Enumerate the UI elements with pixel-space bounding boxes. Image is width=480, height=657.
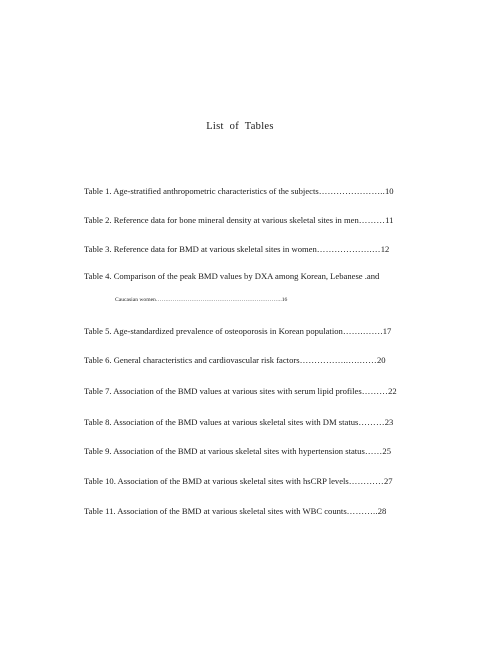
toc-entry-table-8	[84, 417, 402, 428]
entry-text: Table 6. General characteristics and cardiovascular risk factors	[84, 355, 300, 365]
page-number: 28	[377, 506, 387, 516]
leader-dots: ………	[358, 215, 386, 225]
leader-dots: …………………………………………………………..	[155, 297, 282, 303]
page-number: 12	[380, 244, 390, 254]
leader-dots: ………	[358, 417, 385, 427]
page-number: 25	[382, 446, 391, 456]
page-number: 23	[384, 417, 394, 427]
entry-text: Table 10. Association of the BMD at various skeletal sites with hsCRP levels	[84, 476, 349, 486]
toc-entry-table-3	[84, 244, 402, 255]
leader-dots: ………	[361, 386, 389, 396]
page-number: 10	[384, 186, 394, 196]
page-number: 11	[385, 215, 394, 225]
entry-text: Caucasian women	[115, 297, 156, 303]
toc-entry-table-10	[84, 476, 402, 487]
entry-text: Table 11. Association of the BMD at various skeletal sites with WBC counts	[84, 506, 347, 516]
entry-text: Table 2. Reference data for bone mineral density at various skeletal sites in men	[84, 215, 359, 225]
toc-entry-table-7	[84, 386, 402, 397]
page-number: 20	[376, 355, 386, 365]
leader-dots: …….…….	[342, 326, 383, 336]
entry-text: Table 7. Association of the BMD values at various sites with serum lipid profiles	[84, 386, 362, 396]
leader-dots: …………………..	[318, 186, 385, 196]
toc-entry-table-5	[84, 326, 402, 337]
toc-entry-table-11	[84, 506, 402, 517]
toc-entry-table-2	[84, 215, 402, 226]
entry-text: Table 9. Association of the BMD at various skeletal sites with hypertension status	[84, 446, 365, 456]
page-number: 27	[383, 476, 393, 486]
page-number: 22	[388, 386, 397, 396]
page-number: 16	[281, 297, 288, 303]
toc-entry-table-6	[84, 355, 402, 366]
leader-dots: …………	[348, 476, 384, 486]
entry-text: Table 5. Age-standardized prevalence of osteoporosis in Korean population	[84, 326, 343, 336]
entry-text: Table 8. Association of the BMD values at various skeletal sites with DM status	[84, 417, 359, 427]
leader-dots: ……	[364, 446, 383, 456]
leader-dots: ……………….…	[316, 244, 381, 254]
toc-entry-table-1	[84, 186, 402, 197]
entry-text: Table 4. Comparison of the peak BMD values by DXA among Korean, Lebanese .and	[84, 271, 380, 281]
entry-text: Table 3. Reference data for BMD at various skeletal sites in women	[84, 244, 317, 254]
page-number: 17	[382, 326, 392, 336]
toc-entry-table-4	[84, 271, 402, 282]
leader-dots: ………..	[346, 506, 378, 516]
entry-text: Table 1. Age-stratified anthropometric characteristics of the subjects	[84, 186, 319, 196]
toc-entry-table-9	[84, 446, 402, 457]
leader-dots: ……………..….……	[299, 355, 377, 365]
toc-entry-table-4-continuation	[115, 295, 405, 306]
page-title: List of Tables	[206, 121, 274, 132]
